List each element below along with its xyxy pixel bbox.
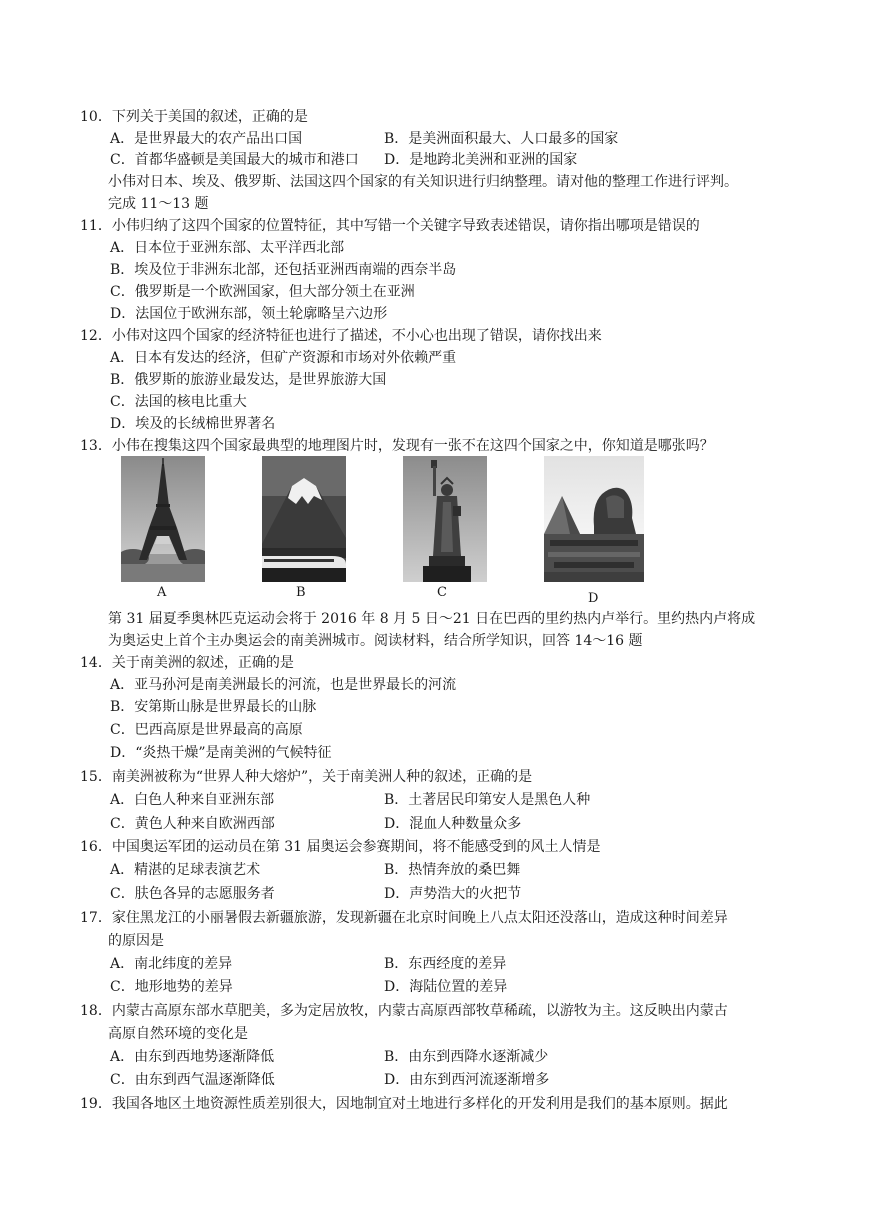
q13-stem: 13．小伟在搜集这四个国家最典型的地理图片时，发现有一张不在这四个国家之中，你知道是哪张吗？	[80, 438, 714, 454]
q18-option-a: A．由东到西地势逐渐降低	[110, 1049, 275, 1065]
eiffel-tower-icon	[121, 456, 205, 582]
q14-option-a: A．亚马孙河是南美洲最长的河流，也是世界最长的河流	[110, 677, 457, 693]
q12-option-c: C．法国的核电比重大	[110, 394, 247, 410]
q18-stem-line2: 高原自然环境的变化是	[108, 1026, 248, 1042]
q14-option-c: C．巴西高原是世界最高的高原	[110, 722, 303, 738]
q17-stem-line1: 17．家住黑龙江的小丽暑假去新疆旅游，发现新疆在北京时间晚上八点太阳还没落山，造成这种时间差异	[80, 910, 728, 926]
intro-11-13-line1: 小伟对日本、埃及、俄罗斯、法国这四个国家的有关知识进行归纳整理。请对他的整理工作进行评判。	[108, 174, 738, 190]
image-c-label: C	[437, 585, 447, 600]
q18-option-b: B．由东到西降水逐渐减少	[384, 1049, 549, 1065]
q10-option-a: A．是世界最大的农产品出口国	[110, 131, 303, 147]
q10-option-d: D．是地跨北美洲和亚洲的国家	[384, 152, 578, 168]
q15-option-b: B．土著居民印第安人是黑色人种	[384, 792, 591, 808]
q18-option-c: C．由东到西气温逐渐降低	[110, 1072, 275, 1088]
q15-option-d: D．混血人种数量众多	[384, 816, 522, 832]
q17-option-b: B．东西经度的差异	[384, 956, 507, 972]
q10-option-c: C．首都华盛顿是美国最大的城市和港口	[110, 152, 359, 168]
q15-option-c: C．黄色人种来自欧洲西部	[110, 816, 275, 832]
q12-option-b: B．俄罗斯的旅游业最发达，是世界旅游大国	[110, 372, 387, 388]
q11-stem: 11．小伟归纳了这四个国家的位置特征，其中写错一个关键字导致表述错误，请你指出哪项是错误的	[80, 218, 700, 234]
mount-fuji-icon	[262, 456, 346, 582]
q17-option-d: D．海陆位置的差异	[384, 979, 508, 995]
image-b-label: B	[296, 585, 306, 600]
statue-of-liberty-icon	[403, 456, 487, 582]
q14-stem: 14．关于南美洲的叙述，正确的是	[80, 655, 294, 671]
q14-option-b: B．安第斯山脉是世界最长的山脉	[110, 699, 317, 715]
q14-option-d: D．“炎热干燥”是南美洲的气候特征	[110, 745, 332, 761]
intro-14-16-line2: 为奥运史上首个主办奥运会的南美洲城市。阅读材料，结合所学知识，回答 14～16 题	[108, 633, 643, 649]
q11-option-d: D．法国位于欧洲东部，领土轮廓略呈六边形	[110, 306, 388, 322]
q19-stem-line1: 19．我国各地区土地资源性质差别很大，因地制宜对土地进行多样化的开发利用是我们的基本原则。据此	[80, 1096, 728, 1112]
q11-option-a: A．日本位于亚洲东部、太平洋西北部	[110, 240, 345, 256]
q17-stem-line2: 的原因是	[108, 933, 164, 949]
q12-option-d: D．埃及的长绒棉世界著名	[110, 416, 276, 432]
q11-option-c: C．俄罗斯是一个欧洲国家，但大部分领土在亚洲	[110, 284, 415, 300]
q16-stem: 16．中国奥运军团的运动员在第 31 届奥运会参赛期间，将不能感受到的风土人情是	[80, 839, 601, 855]
q10-stem: 10．下列关于美国的叙述，正确的是	[80, 109, 308, 125]
q16-option-c: C．肤色各异的志愿服务者	[110, 886, 275, 902]
q17-option-a: A．南北纬度的差异	[110, 956, 233, 972]
intro-14-16-line1: 第 31 届夏季奥林匹克运动会将于 2016 年 8 月 5 日～21 日在巴西的里约热内卢举行。里约热内卢将成	[108, 611, 756, 627]
q15-stem: 15．南美洲被称为“世界人种大熔炉”，关于南美洲人种的叙述，正确的是	[80, 769, 533, 785]
q16-option-d: D．声势浩大的火把节	[384, 886, 522, 902]
q15-option-a: A．白色人种来自亚洲东部	[110, 792, 275, 808]
q18-option-d: D．由东到西河流逐渐增多	[384, 1072, 550, 1088]
q17-option-c: C．地形地势的差异	[110, 979, 233, 995]
q16-option-b: B．热情奔放的桑巴舞	[384, 862, 521, 878]
q12-option-a: A．日本有发达的经济，但矿产资源和市场对外依赖严重	[110, 350, 457, 366]
image-d-label: D	[588, 591, 599, 606]
q12-stem: 12．小伟对这四个国家的经济特征也进行了描述，不小心也出现了错误，请你找出来	[80, 328, 602, 344]
image-a-label: A	[157, 585, 167, 600]
q16-option-a: A．精湛的足球表演艺术	[110, 862, 261, 878]
intro-11-13-line2: 完成 11～13 题	[108, 196, 209, 212]
q10-option-b: B．是美洲面积最大、人口最多的国家	[384, 131, 619, 147]
sphinx-icon	[544, 456, 644, 582]
q18-stem-line1: 18．内蒙古高原东部水草肥美，多为定居放牧，内蒙古高原西部牧草稀疏，以游牧为主。这反映出内蒙古	[80, 1003, 728, 1019]
q11-option-b: B．埃及位于非洲东北部，还包括亚洲西南端的西奈半岛	[110, 262, 457, 278]
